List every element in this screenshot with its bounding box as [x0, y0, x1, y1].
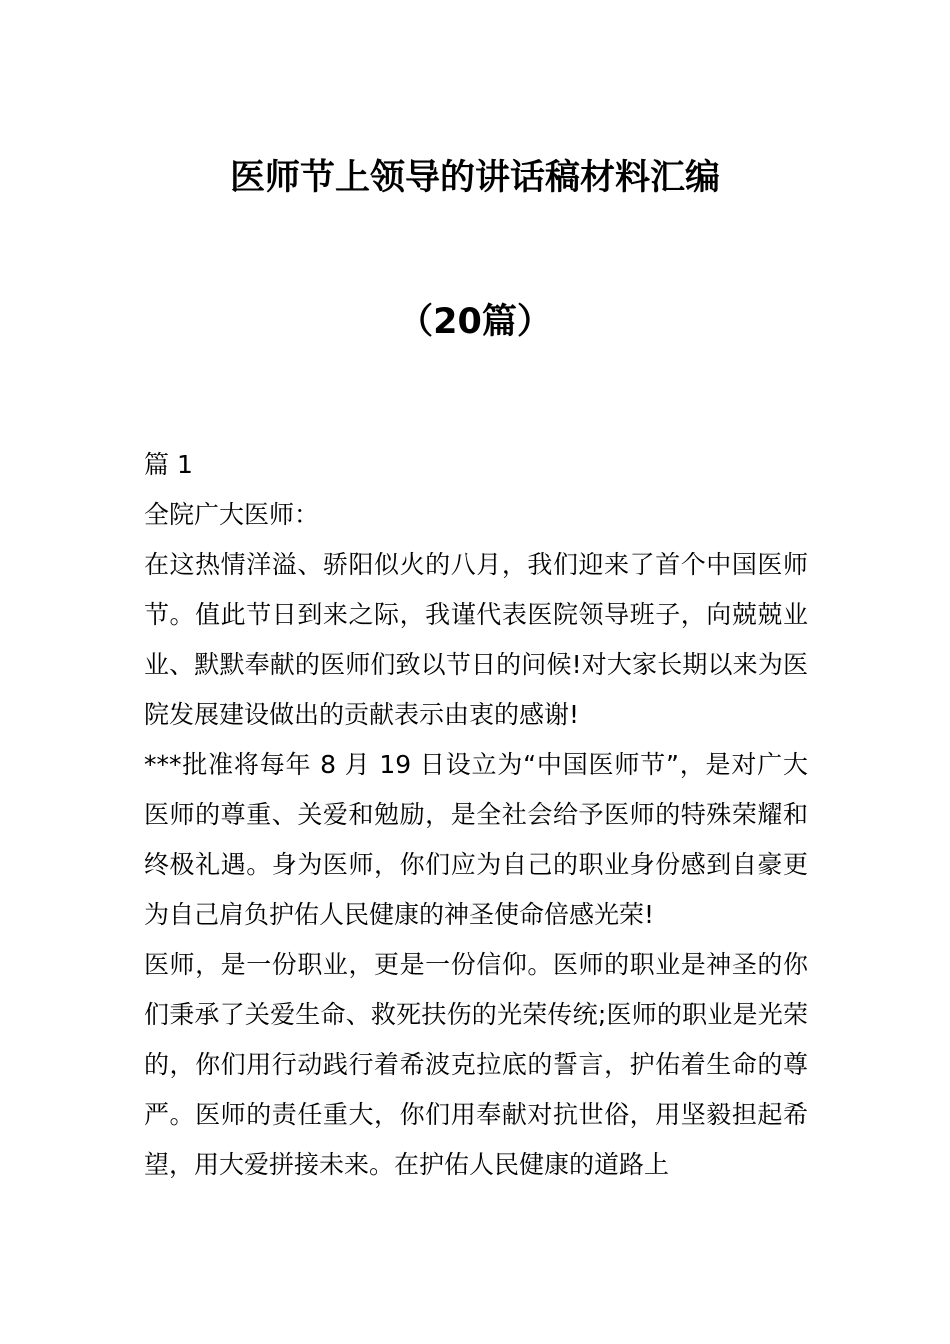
document-subtitle: （20篇）	[398, 302, 552, 342]
paragraph-1: 在这热情洋溢、骄阳似火的八月，我们迎来了首个中国医师节。值此节日到来之际，我谨代表医院领导班子，向兢兢业业、默默奉献的医师们致以节日的问候!对大家长期以来为医院发展建设做出的贡献表示由衷的感谢!	[144, 550, 808, 729]
section-label: 篇 1	[144, 450, 193, 479]
document-title: 医师节上领导的讲话稿材料汇编	[229, 158, 720, 198]
paragraph-3: 医师，是一份职业，更是一份信仰。医师的职业是神圣的你们秉承了关爱生命、救死扶伤的光荣传统;医师的职业是光荣的，你们用行动践行着希波克拉底的誓言，护佑着生命的尊严。医师的责任重大，你们用奉献对抗世俗，用坚毅担起希望，用大爱拼接未来。在护佑人民健康的道路上	[144, 950, 808, 1179]
paragraph-2: ***批准将每年 8 月 19 日设立为“中国医师节”，是对广大医师的尊重、关爱和勉励，是全社会给予医师的特殊荣耀和终极礼遇。身为医师，你们应为自己的职业身份感到自豪更为自己肩负护佑人民健康的神圣使命倍感光荣!	[144, 750, 808, 929]
salutation: 全院广大医师：	[144, 500, 320, 529]
document-body	[144, 440, 808, 1190]
